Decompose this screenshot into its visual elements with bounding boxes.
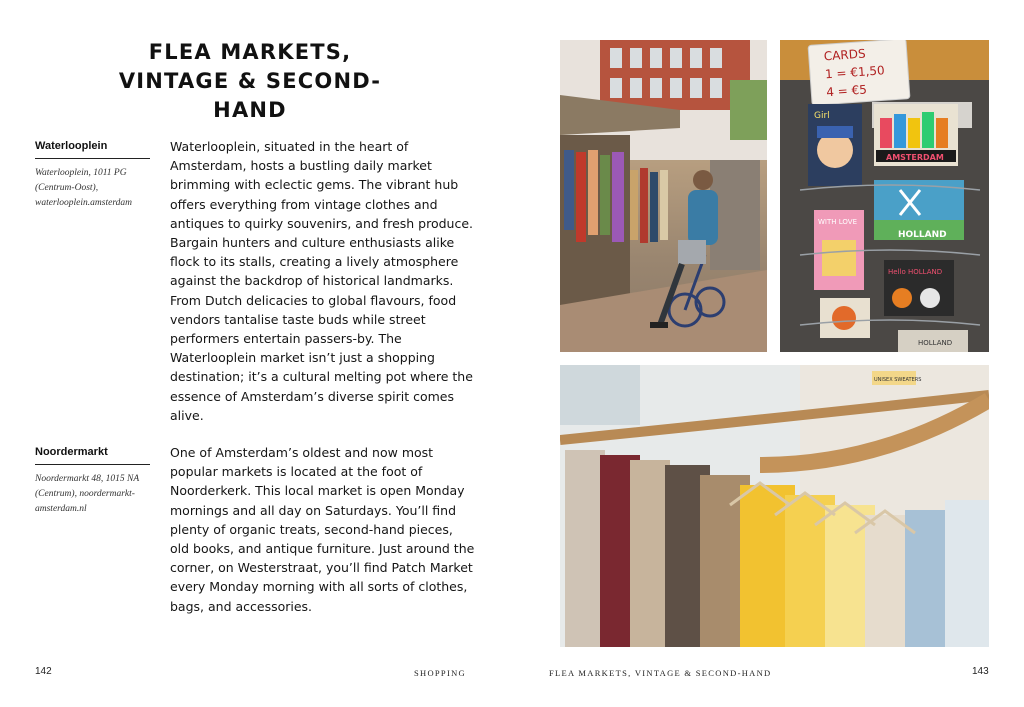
postcard-holland-2 bbox=[820, 298, 870, 338]
venue-sidebar bbox=[35, 443, 150, 517]
postcard-holland-3-label: HOLLAND bbox=[918, 339, 953, 347]
sweater-sign bbox=[872, 371, 921, 385]
postcard-amsterdam bbox=[874, 104, 958, 166]
clothes-rail-illustration bbox=[560, 365, 989, 647]
postcard-holland-label: HOLLAND bbox=[898, 230, 947, 240]
venue-sidebar bbox=[35, 137, 150, 211]
postcard-girl bbox=[808, 104, 862, 186]
sweater-sign-label: UNISEX SWEATERS bbox=[874, 377, 922, 383]
postcard-holland-windmill bbox=[874, 180, 964, 240]
postcard-rack-illustration bbox=[780, 40, 989, 352]
venue-name: Noordermarkt bbox=[35, 443, 150, 465]
entry-body-text: One of Amsterdam’s oldest and now most popular markets is located at the foot of Noorderkerk. This local market is open Monday mornings and all day on Saturdays. You’ll find plenty of organic treats, second-hand pieces, old books, and antique furniture. Just around the corner, on Westerstraat, you’ll find Patch Market every Monday morning with all sorts of clothes, bags, and accessories. bbox=[170, 445, 475, 614]
running-head-left: SHOPPING bbox=[414, 668, 466, 678]
venue-name: Waterlooplein bbox=[35, 137, 150, 159]
postcard-hello-holland-label: Hello HOLLAND bbox=[888, 268, 943, 276]
postcard-girl-label: Girl bbox=[814, 111, 830, 121]
photo-clothes-rail bbox=[560, 365, 989, 647]
market-street-illustration bbox=[560, 40, 767, 352]
photo-market-street bbox=[560, 40, 767, 352]
photo-postcard-rack bbox=[780, 40, 989, 352]
right-page bbox=[512, 0, 1024, 707]
entry-body-text: Waterlooplein, situated in the heart of Amsterdam, hosts a bustling daily market brimming with eclectic gems. The vibrant hub offers everything from vintage clothes and antiques to quirky souvenirs, and fresh produce. Bargain hunters and culture enthusiasts alike flock to its stalls, creating a lively atmosphere against the backdrop of historical landmarks. From Dutch delicacies to global flavours, food vendors tantalise taste buds while street performers entertain passers-by. The Waterlooplein market isn’t just a shopping destination; it’s a cultural melting pot where the essence of Amsterdam’s diverse spirit comes alive. bbox=[170, 139, 474, 423]
venue-address: Noordermarkt 48, 1015 NA (Centrum), noordermarkt-amsterdam.nl bbox=[35, 474, 139, 514]
price-sign-title: CARDS bbox=[823, 46, 867, 64]
venue-address: Waterlooplein, 1011 PG (Centrum-Oost), waterlooplein.amsterdam bbox=[35, 168, 133, 208]
postcard-hello-holland bbox=[884, 260, 954, 316]
postcard-amsterdam-label: AMSTERDAM bbox=[886, 153, 944, 162]
price-sign-line1: 1 = €1,50 bbox=[824, 63, 886, 82]
price-sign-line2: 4 = €5 bbox=[825, 82, 868, 100]
postcard-with-love-label: WITH LOVE bbox=[818, 218, 857, 226]
running-head-right: FLEA MARKETS, VINTAGE & SECOND-HAND bbox=[549, 668, 772, 678]
page-number-right: 143 bbox=[972, 666, 989, 677]
page-number-left: 142 bbox=[35, 666, 52, 677]
postcard-holland-3 bbox=[898, 330, 968, 352]
page-title: FLEA MARKETS, VINTAGE & SECOND-HAND bbox=[118, 40, 382, 122]
price-sign bbox=[808, 40, 910, 105]
